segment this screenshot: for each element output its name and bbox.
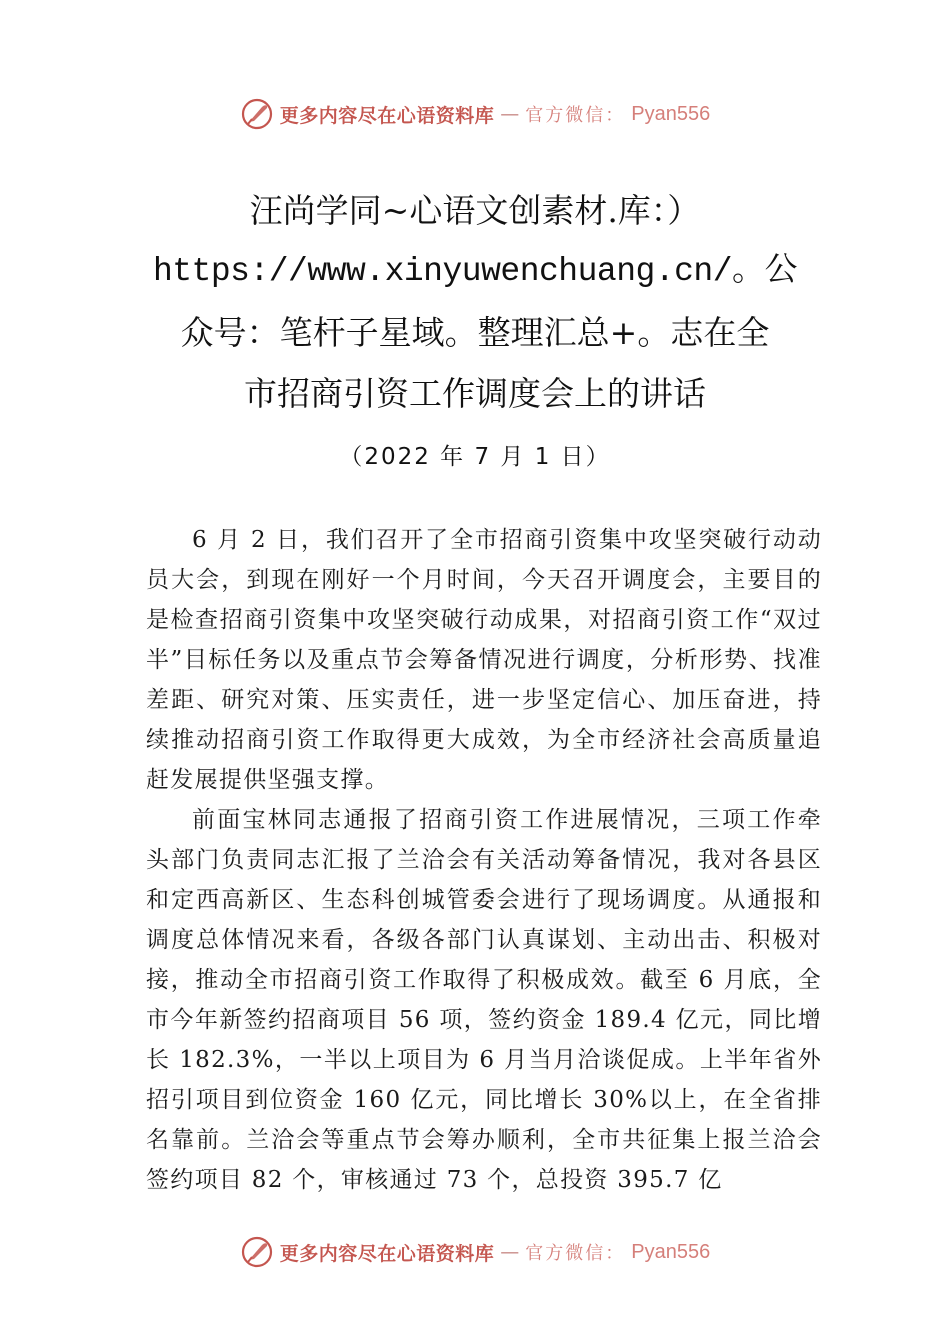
header-banner [0, 94, 950, 134]
title-line-4: 市招商引资工作调度会上的讲话 [244, 374, 706, 413]
banner-separator: — [500, 103, 520, 125]
body-paragraph-2: 前面宝林同志通报了招商引资工作进展情况，三项工作牵头部门负责同志汇报了兰洽会有关活动筹备情况，我对各县区和定西高新区、生态科创城管委会进行了现场调度。从通报和调度总体情况来看，各级各部门认真谋划、主动出击、积极对接，推动全市招商引资工作取得了积极成效。截至 6 月底，全市今年新签约招商项目 56 项，签约资金 189.4 亿元，同比增长 182.3%，一半以上项目为 6 月当月洽谈促成。上半年省外招引项目到位资金 160 亿元，同比增长 30%以上，在全省排名靠前。兰洽会等重点节会筹办顺利，全市共征集上报兰洽会签约项目 82 个，审核通过 73 个，总投资 395.7 亿 [146, 807, 822, 1193]
quill-pen-logo-icon [240, 97, 274, 131]
document-title [140, 180, 810, 424]
footer-banner [0, 1232, 950, 1272]
banner-wechat-account: Pyan556 [631, 1240, 711, 1263]
banner-wechat-account: Pyan556 [631, 102, 711, 125]
banner-separator: — [500, 1241, 520, 1263]
document-body [146, 520, 822, 1200]
body-paragraph-1: 6 月 2 日，我们召开了全市招商引资集中攻坚突破行动动员大会，到现在刚好一个月时间，今天召开调度会，主要目的是检查招商引资集中攻坚突破行动成果，对招商引资工作“双过半”目标任务以及重点节会筹备情况进行调度，分析形势、找准差距、研究对策、压实责任，进一步坚定信心、加压奋进，持续推动招商引资工作取得更大成效，为全市经济社会高质量追赶发展提供坚强支撑。 [146, 527, 822, 793]
title-line-3: 众号：笔杆子星域。整理汇总+。志在全 [180, 313, 770, 352]
banner-wechat-label: 官方微信： [525, 105, 626, 126]
banner-brand-text: 更多内容尽在心语资料库 [279, 104, 495, 127]
banner-brand-text: 更多内容尽在心语资料库 [279, 1242, 495, 1265]
title-line-2: https://www.xinyuwenchuang.cn/。公 [152, 253, 798, 290]
banner-wechat-label: 官方微信： [525, 1243, 626, 1264]
title-line-1: 汪尚学同~心语文创素材.库：） [249, 191, 701, 230]
quill-pen-logo-icon [240, 1235, 274, 1269]
document-date: （2022 年 7 月 1 日） [339, 444, 611, 470]
